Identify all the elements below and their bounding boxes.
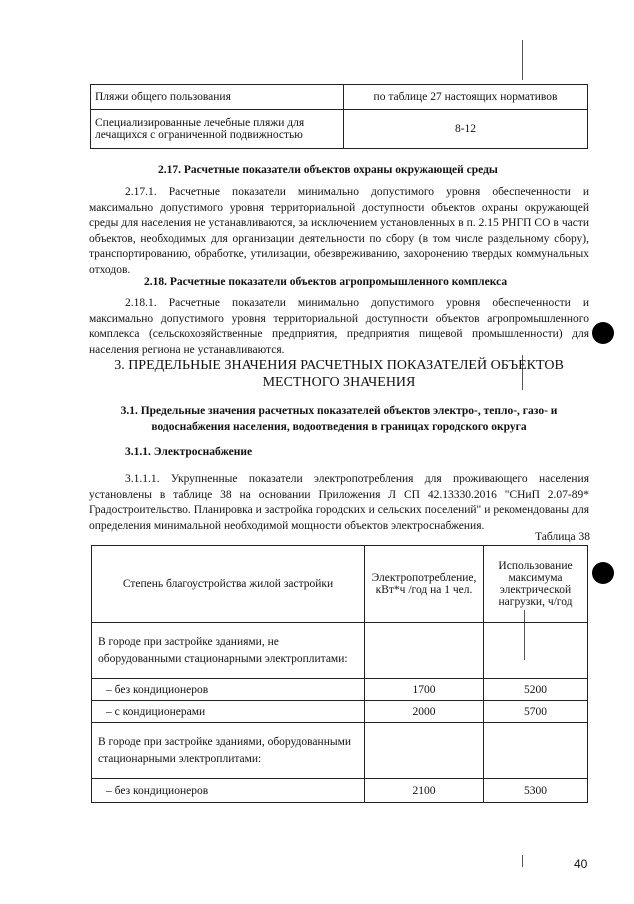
table-cell: Специализированные лечебные пляжи для лечащихся с ограниченной подвижностью xyxy=(91,110,344,149)
table-cell: Пляжи общего пользования xyxy=(91,85,344,110)
section-heading-3-1-1: 3.1.1. Электроснабжение xyxy=(125,446,253,458)
header-cell: Электропотребление, кВт*ч /год на 1 чел. xyxy=(365,546,484,623)
table-row xyxy=(92,623,588,679)
paragraph-2-18-1: 2.18.1. Расчетные показатели минимально допустимого уровня обеспеченности и максимально допустимого уровня территориальной доступности объектов агропромышленного комплекса (сельскохозяйственные предприятия, предприятия пищевой промышленности) для населения региона не устанавливаются. xyxy=(89,297,589,356)
table-header-row xyxy=(92,546,588,623)
table-cell xyxy=(484,623,588,679)
table-cell xyxy=(365,723,484,779)
punch-hole xyxy=(592,322,614,344)
paragraph-2-17-1: 2.17.1. Расчетные показатели минимально допустимого уровня обеспеченности и максимально допустимого уровня территориальной доступности объектов охраны окружающей среды для населения не устанавливаются, за исключением установленных в п. 2.15 РНГП СО в части объектов, необходимых для организации деятельности по сбору (в том числе раздельному сбору), транспортированию, обработке, утилизации, обезвреживанию, захоронению твердых коммунальных отходов. xyxy=(89,186,589,276)
table-row xyxy=(91,85,588,110)
table-row xyxy=(92,723,588,779)
table-cell: В городе при застройке зданиями, оборудованными стационарными электроплитами: xyxy=(92,723,365,779)
table-cell: 5200 xyxy=(484,679,588,701)
beaches-table xyxy=(90,84,588,149)
table-row xyxy=(92,679,588,701)
table-cell: по таблице 27 настоящих нормативов xyxy=(344,85,588,110)
table-cell: – без кондиционеров xyxy=(92,779,365,803)
table-cell: 2100 xyxy=(365,779,484,803)
table-cell: 8-12 xyxy=(344,110,588,149)
section-heading-2-18: 2.18. Расчетные показатели объектов агропромышленного комплекса xyxy=(144,276,508,288)
section-heading-3-1-line1: 3.1. Предельные значения расчетных показателей объектов электро-, тепло-, газо- и xyxy=(120,405,558,417)
table-row xyxy=(91,110,588,149)
paragraph-3-1-1-1: 3.1.1.1. Укрупненные показатели электропотребления для проживающего населения установлены в таблице 38 на основании Приложения Л СП 42.13330.2016 "СНиП 2.07-89* Градостроительство. Планировка и застройка городских и сельских поселений" и рекомендованы для определения минимальной необходимой мощности объектов электроснабжения. xyxy=(89,473,589,532)
header-cell: Использование максимума электрической нагрузки, ч/год xyxy=(484,546,588,623)
table-cell: – без кондиционеров xyxy=(92,679,365,701)
table-row xyxy=(92,779,588,803)
table-cell xyxy=(365,623,484,679)
table-cell: В городе при застройке зданиями, не оборудованными стационарными электроплитами: xyxy=(92,623,365,679)
chapter-title-line2: МЕСТНОГО ЗНАЧЕНИЯ xyxy=(262,375,416,390)
section-heading-3-1-line2: водоснабжения населения, водоотведения в границах городского округа xyxy=(151,420,527,433)
chapter-title-line1: 3. ПРЕДЕЛЬНЫЕ ЗНАЧЕНИЯ РАСЧЕТНЫХ ПОКАЗАТЕЛЕЙ ОБЪЕКТОВ xyxy=(114,358,564,373)
header-cell: Степень благоустройства жилой застройки xyxy=(92,546,365,623)
table-38 xyxy=(91,545,588,803)
punch-hole xyxy=(592,562,614,584)
section-heading-3-1 xyxy=(89,404,589,435)
section-heading-2-17: 2.17. Расчетные показатели объектов охраны окружающей среды xyxy=(158,164,498,176)
page-number: 40 xyxy=(574,857,588,871)
table-cell: 5700 xyxy=(484,701,588,723)
scan-line xyxy=(522,855,523,867)
table-cell: 2000 xyxy=(365,701,484,723)
table-caption: Таблица 38 xyxy=(535,531,590,543)
table-row xyxy=(92,701,588,723)
table-cell: – с кондиционерами xyxy=(92,701,365,723)
chapter-title xyxy=(89,357,589,391)
scan-line xyxy=(522,40,523,80)
table-cell xyxy=(484,723,588,779)
table-cell: 1700 xyxy=(365,679,484,701)
table-cell: 5300 xyxy=(484,779,588,803)
